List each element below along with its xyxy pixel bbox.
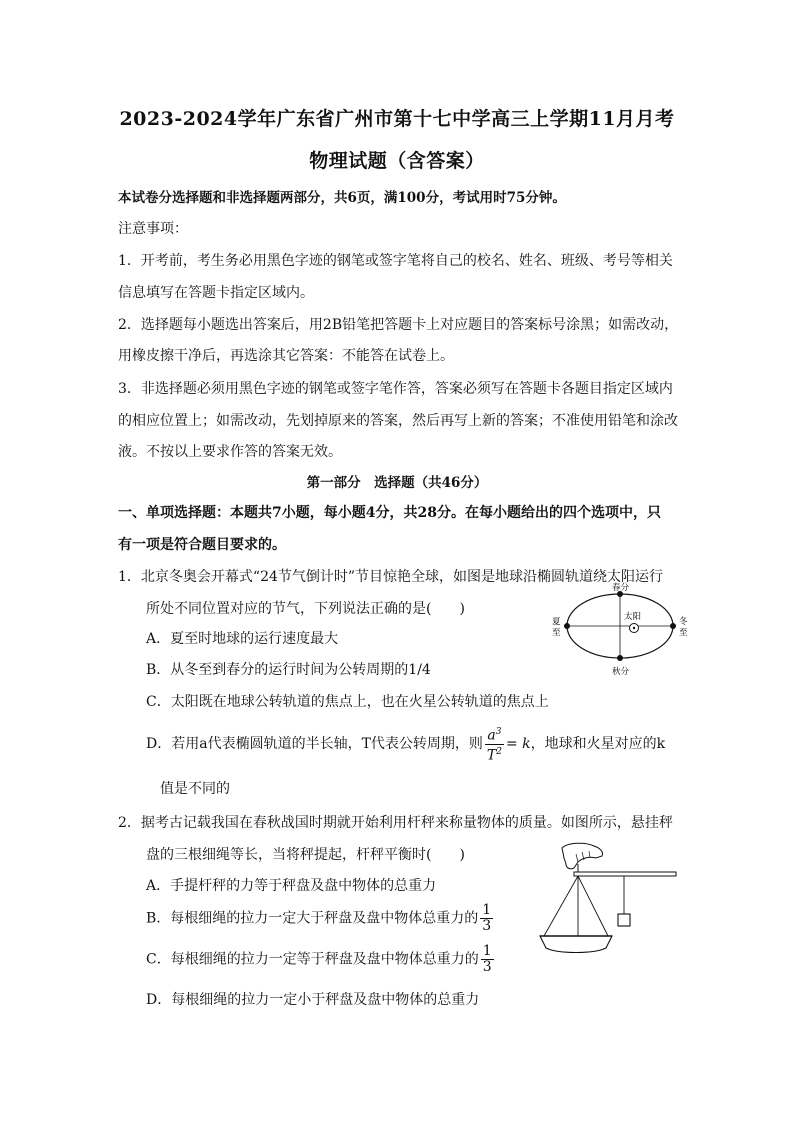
note-1-line-2: 信息填写在答题卡指定区域内。 bbox=[118, 285, 314, 301]
q2-option-b-text: B．每根细绳的拉力一定大于秤盘及盘中物体总重力的 bbox=[146, 910, 479, 927]
note-3-line-1: 3．非选择题必须用黑色字迹的钢笔或签字笔作答，答案必须写在答题卡各题目指定区域内 bbox=[118, 381, 673, 397]
note-1-line-1: 1．开考前，考生务必用黑色字迹的钢笔或签字笔将自己的校名、姓名、班级、考号等相关 bbox=[118, 253, 673, 269]
orbit-diagram bbox=[548, 582, 694, 676]
q1-option-d-tail: ，地球和火星对应的k bbox=[530, 736, 666, 753]
exam-intro: 本试卷分选择题和非选择题两部分，共6页，满100分，考试用时75分钟。 bbox=[118, 190, 566, 206]
q2-stem-line-2: 盘的三根细绳等长，当将秤提起，杆秤平衡时( ) bbox=[146, 847, 465, 863]
scale-pan bbox=[540, 936, 612, 953]
denominator-exponent: 2 bbox=[496, 746, 502, 757]
q1-option-c: C．太阳既在地球公转轨道的焦点上，也在火星公转轨道的焦点上 bbox=[146, 694, 549, 710]
note-3-line-2: 的相应位置上；如需改动，先划掉原来的答案，然后再写上新的答案；不准使用铅笔和涂改 bbox=[118, 413, 678, 429]
exam-title-line2: 物理试题（含答案） bbox=[309, 150, 485, 172]
q1-option-d bbox=[146, 725, 665, 763]
exam-title-line1: 2023-2024学年广东省广州市第十七中学高三上学期11月月考 bbox=[119, 108, 675, 130]
one-third-fraction: $\frac{1}{3}$ bbox=[482, 902, 492, 934]
q1-option-d-text: D．若用a代表椭圆轨道的半长轴，T代表公转周期，则 bbox=[146, 736, 483, 753]
q1-option-b: B．从冬至到春分的运行时间为公转周期的1/4 bbox=[146, 662, 431, 678]
q1-stem-line-1: 1．北京冬奥会开幕式“24节气倒计时”节目惊艳全球，如图是地球沿椭圆轨道绕太阳运行 bbox=[118, 569, 664, 585]
steelyard-diagram bbox=[534, 842, 680, 958]
steelyard-beam bbox=[574, 872, 676, 876]
label-winter-1: 冬 bbox=[679, 617, 688, 627]
note-3-line-3: 液。不按以上要求作答的答案无效。 bbox=[118, 444, 342, 460]
q2-option-d: D．每根细绳的拉力一定小于秤盘及盘中物体的总重力 bbox=[146, 992, 480, 1008]
label-summer-1: 夏 bbox=[552, 617, 561, 627]
label-winter-2: 至 bbox=[679, 628, 688, 638]
section-instructions-line-2: 有一项是符合题目要求的。 bbox=[118, 537, 286, 553]
kepler-fraction bbox=[485, 725, 504, 763]
q1-stem-line-2: 所处不同位置对应的节气，下列说法正确的是( ) bbox=[146, 601, 465, 617]
note-2-line-1: 2．选择题每小题选出答案后，用2B铅笔把答题卡上对应题目的答案标号涂黑；如需改动， bbox=[118, 317, 679, 333]
section-instructions-line-1: 一、单项选择题：本题共7小题，每小题4分，共28分。在每小题给出的四个选项中，只 bbox=[118, 505, 661, 521]
earth-summer-position bbox=[564, 623, 570, 629]
label-spring: 春分 bbox=[612, 583, 630, 593]
earth-autumn-position bbox=[617, 655, 623, 661]
one-third-fraction: $\frac{1}{3}$ bbox=[482, 943, 492, 975]
hand-icon bbox=[562, 843, 603, 869]
numerator-exponent: 3 bbox=[495, 727, 502, 737]
fraction-denominator: T bbox=[486, 747, 497, 764]
counterweight bbox=[618, 914, 630, 926]
q2-stem-line-1: 2．据考古记载我国在春秋战国时期就开始利用杆秤来称量物体的质量。如图所示，悬挂秤 bbox=[118, 815, 673, 831]
fraction-numerator: a bbox=[487, 727, 496, 744]
q2-option-c bbox=[146, 944, 496, 975]
q1-option-d-continued: 值是不同的 bbox=[160, 781, 230, 797]
earth-winter-position bbox=[670, 623, 676, 629]
kepler-equals-k: = k bbox=[506, 736, 531, 753]
q2-option-b bbox=[146, 903, 495, 934]
part1-heading: 第一部分 选择题（共46分） bbox=[306, 475, 488, 491]
label-summer-2: 至 bbox=[552, 628, 561, 638]
label-autumn: 秋分 bbox=[612, 667, 630, 676]
notes-label: 注意事项： bbox=[118, 221, 188, 237]
q2-option-c-text: C．每根细绳的拉力一定等于秤盘及盘中物体总重力的 bbox=[146, 951, 479, 968]
label-sun: 太阳 bbox=[624, 612, 642, 622]
q2-option-a: A．手提杆秤的力等于秤盘及盘中物体的总重力 bbox=[146, 878, 437, 894]
q1-option-a: A．夏至时地球的运行速度最大 bbox=[146, 631, 339, 647]
note-2-line-2: 用橡皮擦干净后，再选涂其它答案：不能答在试卷上。 bbox=[118, 348, 454, 364]
